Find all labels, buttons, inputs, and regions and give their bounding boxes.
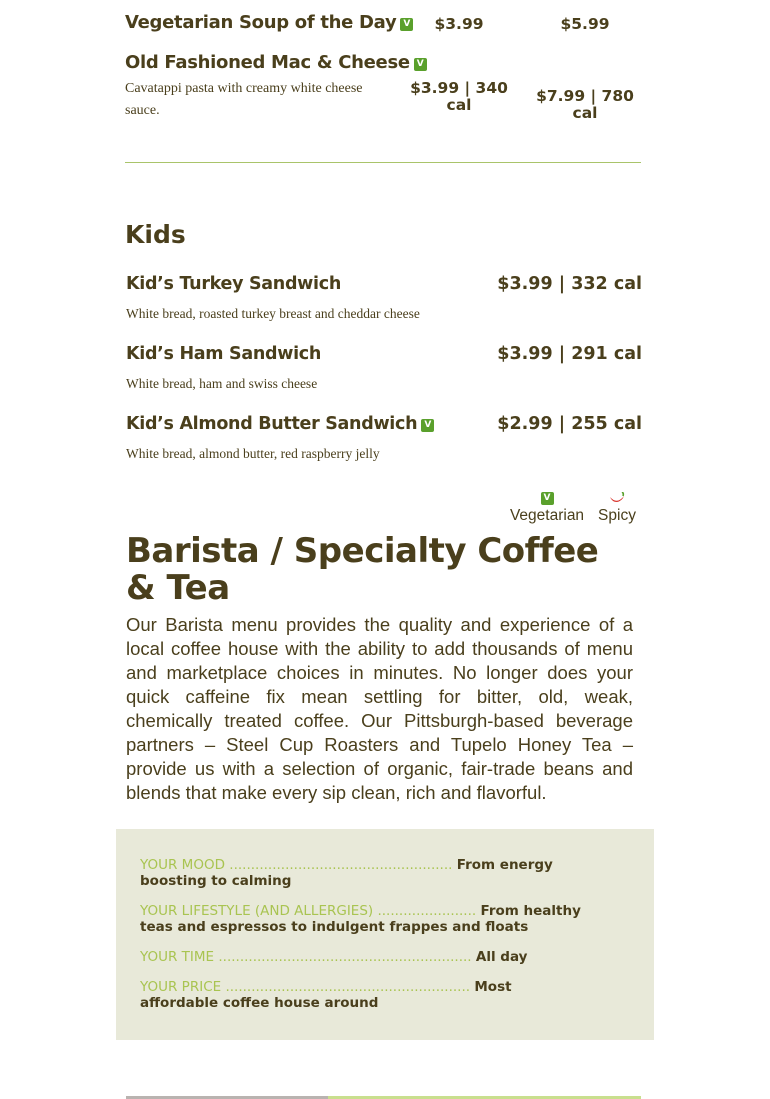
info-dots: ......................................................... [225, 979, 471, 995]
info-dots: ........................................................... [218, 949, 472, 965]
barista-intro: Our Barista menu provides the quality and experience of a local coffee house with the ability to add thousands of menu and marketplace choices in minutes. No longer does your quick caffeine fix mean settling for bitter, old, weak, chemically treated coffee. Our Pittsburgh-based beverage partners – Steel Cup Roasters and Tupelo Honey Tea – provide us with a selection of organic, fair-trade beans and blends that make every sip clean, rich and flavorful. [126, 614, 633, 803]
info-mood [140, 857, 590, 889]
menu-item-kids-ham [126, 344, 642, 392]
section-divider [125, 162, 641, 163]
legend-spicy-label: Spicy [598, 507, 636, 524]
vegetarian-icon: V [400, 18, 413, 31]
info-value: All day [475, 949, 528, 965]
price-small: $3.99 | 340 cal [410, 79, 508, 114]
info-label: YOUR TIME [140, 949, 215, 965]
info-label: YOUR MOOD [140, 857, 225, 873]
vegetarian-icon: V [541, 492, 554, 505]
info-value: From healthy teas and espressos to indulgent frappes and floats [140, 903, 581, 935]
barista-info-box [116, 829, 654, 1040]
item-name: Old Fashioned Mac & Cheese [125, 52, 410, 73]
menu-item-mac-and-cheese [125, 52, 642, 122]
info-price [140, 979, 590, 1011]
price-small: $3.99 [434, 15, 484, 33]
vegetarian-icon: V [421, 419, 434, 432]
price-large: $5.99 [560, 15, 610, 33]
item-price: $3.99 | 332 cal [497, 274, 642, 294]
menu-item-kids-almond-butter [126, 414, 642, 462]
price-large: $7.99 | 780 cal [536, 87, 634, 122]
info-time [140, 949, 590, 965]
item-description: White bread, ham and swiss cheese [126, 376, 318, 391]
item-price: $3.99 | 291 cal [497, 344, 642, 364]
menu-item-kids-turkey [126, 274, 642, 322]
chili-pepper-icon [596, 490, 638, 507]
item-name: Kid’s Ham Sandwich [126, 344, 322, 364]
legend-spicy [596, 490, 638, 525]
item-name: Vegetarian Soup of the Day [125, 12, 397, 33]
item-description: White bread, roasted turkey breast and cheddar cheese [126, 306, 420, 321]
info-lifestyle [140, 903, 590, 935]
info-dots: ....................... [377, 903, 477, 919]
info-label: YOUR LIFESTYLE (AND ALLERGIES) [140, 903, 374, 919]
item-description: Cavatappi pasta with creamy white cheese sauce. [125, 81, 363, 118]
info-label: YOUR PRICE [140, 979, 222, 995]
kids-heading: Kids [125, 220, 186, 249]
item-price: $2.99 | 255 cal [497, 414, 642, 434]
legend-vegetarian-label: Vegetarian [509, 507, 585, 524]
item-name-text: Kid’s Almond Butter Sandwich [126, 414, 418, 434]
barista-heading: Barista / Specialty Coffee & Tea [126, 531, 599, 608]
vegetarian-icon: V [414, 58, 427, 71]
info-value: Most affordable coffee house around [140, 979, 512, 1011]
info-value: From energy boosting to calming [140, 857, 553, 889]
item-name: Kid’s Turkey Sandwich [126, 274, 341, 294]
menu-item-vegetarian-soup [125, 12, 642, 33]
item-description: White bread, almond butter, red raspberry jelly [126, 446, 380, 461]
legend-vegetarian [508, 490, 586, 525]
info-dots: .................................................... [229, 857, 453, 873]
